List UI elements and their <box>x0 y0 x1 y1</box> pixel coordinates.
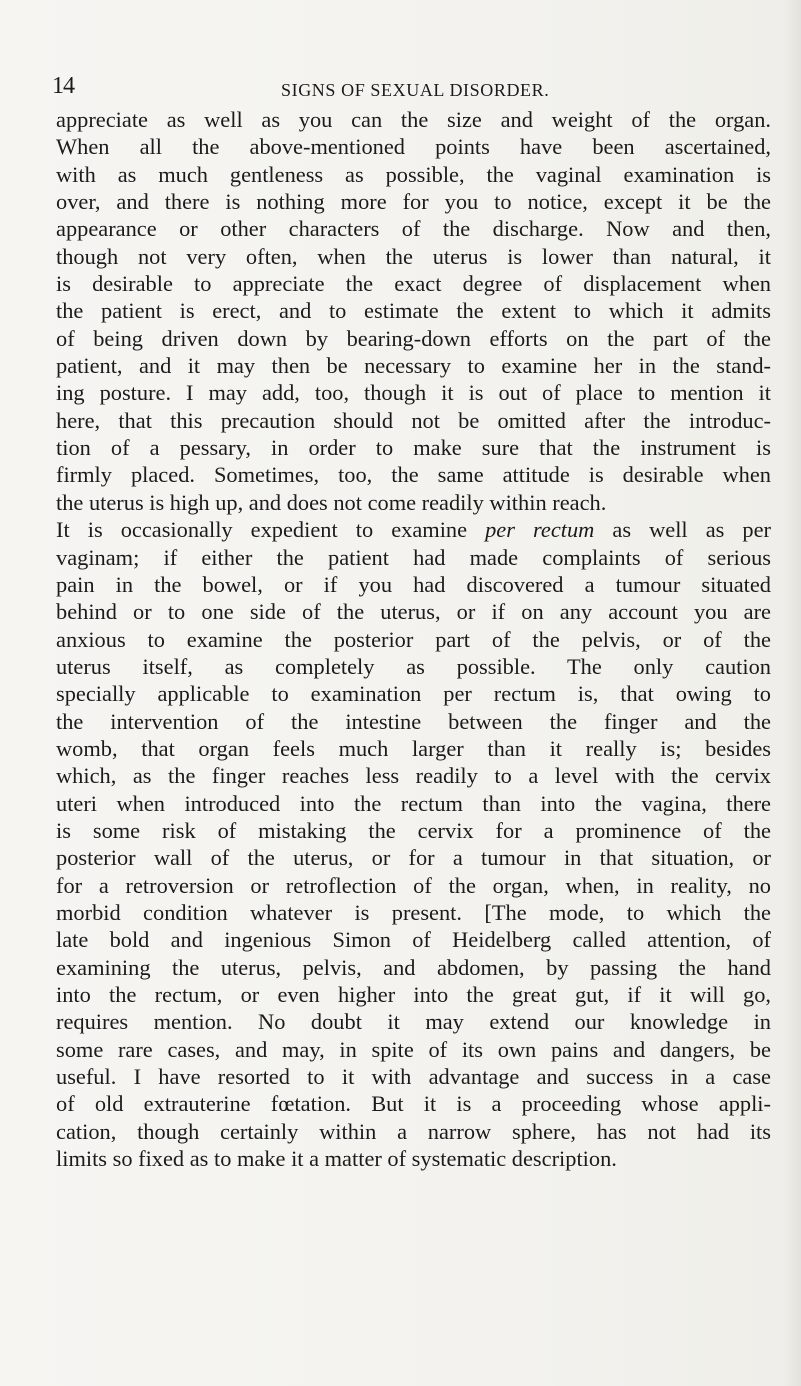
text-line: posterior wall of the uterus, or for a tumour in that situation, or <box>56 845 771 871</box>
text-line: some rare cases, and may, in spite of its own pains and dangers, be <box>56 1036 771 1062</box>
text-line: cation, though certainly within a narrow sphere, has not had its <box>56 1118 771 1144</box>
text-line: the uterus is high up, and does not come readily within reach. <box>56 489 607 515</box>
text-line: into the rectum, or even higher into the great gut, if it will go, <box>56 982 771 1007</box>
text-line: uteri when introduced into the rectum than into the vagina, there <box>56 790 771 816</box>
text-line: examining the uterus, pelvis, and abdomen, by passing the hand <box>56 954 771 980</box>
text-line: though not very often, when the uterus is lower than natural, it <box>56 243 771 269</box>
text-line: tion of a pessary, in order to make sure that the instrument is <box>56 435 771 461</box>
text-line: pain in the bowel, or if you had discovered a tumour situated <box>56 571 771 597</box>
text-line: of old extrauterine fœtation. But it is a proceeding whose appli- <box>56 1091 771 1117</box>
text-line: When all the above-mentioned points have been ascertained, <box>56 134 771 160</box>
text-line: appreciate as well as you can the size and weight of the organ. <box>56 107 771 132</box>
text-line: here, that this precaution should not be omitted after the introduc- <box>56 407 771 433</box>
page-number: 14 <box>52 73 74 99</box>
page-edge-shadow <box>783 0 801 1386</box>
text-line: late bold and ingenious Simon of Heidelberg called attention, of <box>56 927 771 953</box>
text-segment: as well as per <box>594 517 771 543</box>
text-line: the intervention of the intestine between the finger and the <box>56 708 771 734</box>
running-title: SIGNS OF SEXUAL DISORDER. <box>281 80 550 100</box>
text-line: which, as the finger reaches less readily to a level with the cervix <box>56 763 771 789</box>
text-line: anxious to examine the posterior part of the pelvis, or of the <box>56 626 771 652</box>
italic-term: per rectum <box>485 517 595 543</box>
text-line: patient, and it may then be necessary to examine her in the stand- <box>56 353 771 379</box>
text-line: is desirable to appreciate the exact degree of displacement when <box>56 271 771 297</box>
text-line: limits so fixed as to make it a matter of systematic description. <box>56 1146 617 1172</box>
text-line: with as much gentleness as possible, the vaginal examination is <box>56 161 771 187</box>
text-line: firmly placed. Sometimes, too, the same attitude is desirable when <box>56 462 771 488</box>
text-line: for a retroversion or retroflection of the organ, when, in reality, no <box>56 872 771 898</box>
text-line: womb, that organ feels much larger than it really is; besides <box>56 735 771 761</box>
text-line: behind or to one side of the uterus, or if on any account you are <box>56 599 771 625</box>
text-line: of being driven down by bearing-down efforts on the part of the <box>56 325 771 351</box>
text-line: appearance or other characters of the discharge. Now and then, <box>56 216 771 242</box>
text-line: specially applicable to examination per rectum is, that owing to <box>56 681 771 707</box>
text-line: morbid condition whatever is present. [The mode, to which the <box>56 899 771 925</box>
text-segment: It is occasionally expedient to examine <box>56 517 486 543</box>
text-line: vaginam; if either the patient had made complaints of serious <box>56 544 771 570</box>
text-line: is some risk of mistaking the cervix for a prominence of the <box>56 817 771 843</box>
text-line: ing posture. I may add, too, though it is out of place to mention it <box>56 380 771 406</box>
text-line: the patient is erect, and to estimate the extent to which it admits <box>56 298 771 324</box>
text-line: requires mention. No doubt it may extend our knowledge in <box>56 1009 771 1035</box>
text-line: over, and there is nothing more for you to notice, except it be the <box>56 189 771 215</box>
text-line: uterus itself, as completely as possible. The only caution <box>56 653 771 679</box>
body-text <box>56 106 771 1172</box>
paragraph-start-line <box>56 516 771 543</box>
text-line: useful. I have resorted to it with advantage and success in a case <box>56 1064 771 1090</box>
